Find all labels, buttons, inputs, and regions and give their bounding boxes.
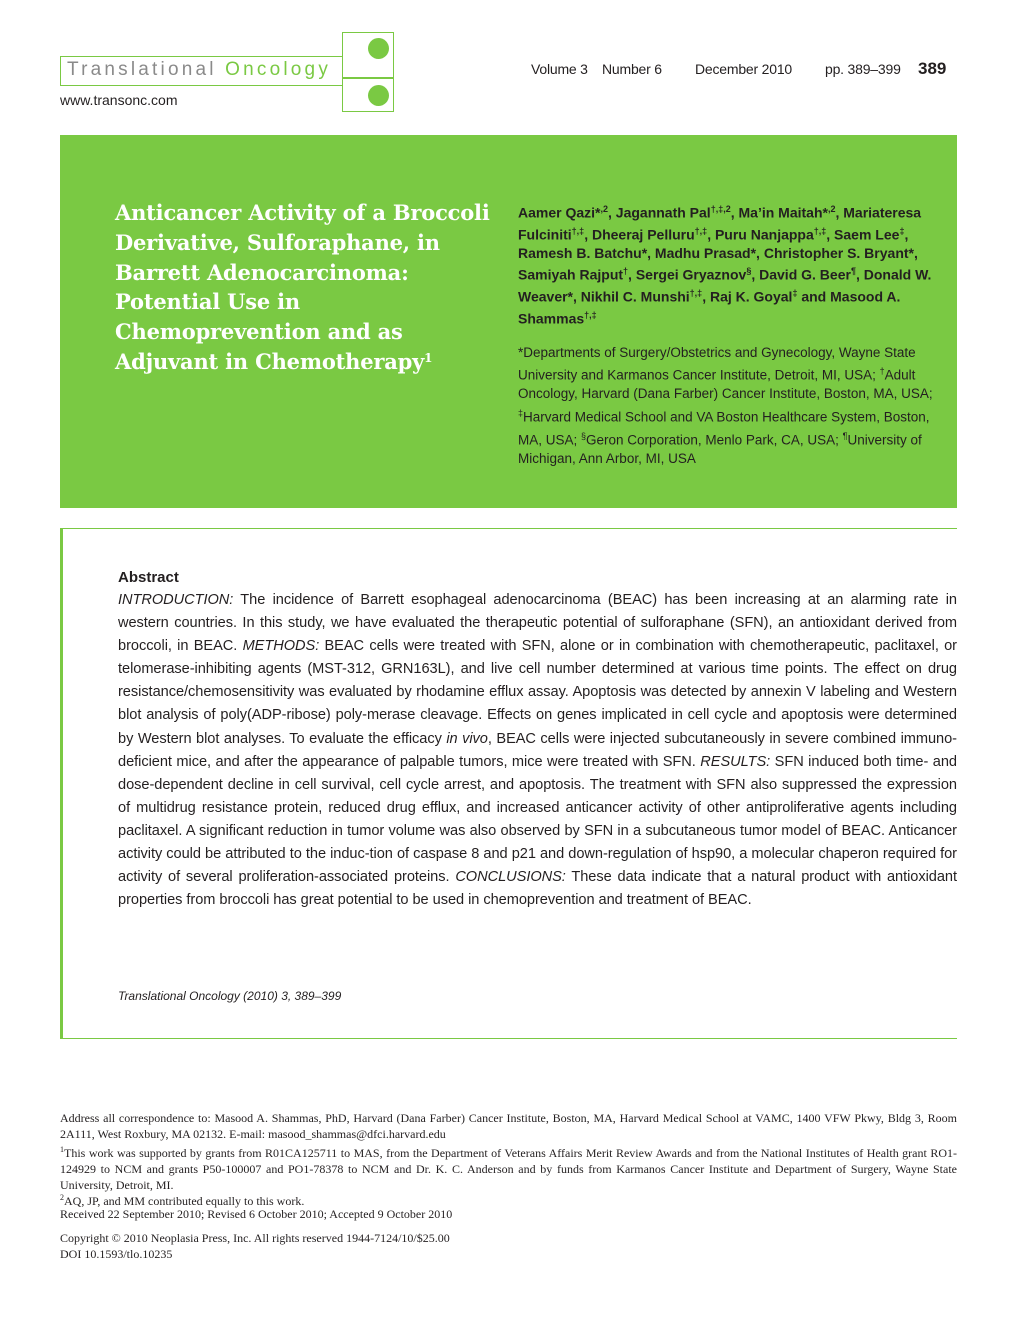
journal-volume: Volume 3 xyxy=(531,61,588,77)
logo-square-bottom xyxy=(342,78,394,112)
doi: DOI 10.1593/tlo.10235 xyxy=(60,1247,173,1261)
journal-date: December 2010 xyxy=(695,61,793,77)
funding-note: $^1$This work was supported by grants from R01CA125711 to MAS, from the Department of Veterans Affairs Merit Review Awards and from the National Institutes of Health grant RO1-124929 to NCM and grants P50-100007 and PO1-78378 to NCM and Dr. K. C. Anderson and by funds from Karmanos Cancer Institute and Department of Surgery, Wayne State University, Detroit, MI. xyxy=(60,1145,957,1193)
article-citation: Translational Oncology (2010) 3, 389–399 xyxy=(118,989,342,1003)
author-list: Aamer Qazi*$^{,2}$, Jagannath Pal$^{\dagger,\ddagger,2}$, Ma’in Maitah*$^{,2}$, Mariateresa Fulciniti†,‡, Dheeraj Pelluru†,‡, Puru Nanjappa†,‡, Saem Lee‡, Ramesh B. Batchu*, Madhu Prasad*, Christopher S. Bryant*, Samiyah Rajput†, Sergei Gryaznov§, David G. Beer¶, Donald W. Weaver*, Nikhil C. Munshi†,‡, Raj K. Goyal‡ and Masood A. Shammas†,‡ xyxy=(518,204,932,327)
article-title xyxy=(115,198,505,377)
abstract-heading: Abstract xyxy=(118,569,179,586)
title-banner xyxy=(60,135,957,508)
equal-contribution-note: $^2$AQ, JP, and MM contributed equally to this work. xyxy=(60,1193,305,1208)
received-dates: Received 22 September 2010; Revised 6 October 2010; Accepted 9 October 2010 xyxy=(60,1207,453,1221)
logo-dot-icon xyxy=(368,85,389,106)
logo-dot-icon xyxy=(368,38,389,59)
journal-website-link[interactable]: www.transonc.com xyxy=(60,92,178,108)
abstract-border-top xyxy=(60,528,957,529)
abstract-body: INTRODUCTION: The incidence of Barrett esophageal adenocarcinoma (BEAC) has been increasing at an alarming rate in western countries. In this study, we have evaluated the therapeutic potential of sulforaphane (SFN), an antioxidant derived from broccoli, in BEAC. METHODS: BEAC cells were treated with SFN, alone or in combination with chemotherapeutic, paclitaxel, or telomerase-inhibiting agents (MST-312, GRN163L), and live cell number determined at various time points. The effect on drug resistance/chemosensitivity was evaluated by rhodamine efflux assay. Apoptosis was detected by annexin V labeling and Western blot analysis of poly(ADP-ribose) poly-merase cleavage. Effects on genes implicated in cell cycle and apoptosis were determined by Western blot analyses. To evaluate the efficacy in vivo, BEAC cells were injected subcutaneously in severe combined immuno-deficient mice, and after the appearance of palpable tumors, mice were treated with SFN. RESULTS: SFN induced both time- and dose-dependent decline in cell survival, cell cycle arrest, and apoptosis. The treatment with SFN also suppressed the expression of multidrug resistance protein, reduced drug efflux, and increased anticancer activity of other antiproliferative agents including paclitaxel. A significant reduction in tumor volume was also observed by SFN in a subcutaneous tumor model of BEAC. Anticancer activity could be attributed to the induc-tion of caspase 8 and p21 and down-regulation of hsp90, a molecular chaperon required for activity of several proliferation-associated proteins. CONCLUSIONS: These data indicate that a natural product with antioxidant properties from broccoli has great potential to be used in chemoprevention and treatment of BEAC. xyxy=(118,592,957,909)
correspondence-note: Address all correspondence to: Masood A. Shammas, PhD, Harvard (Dana Farber) Cancer Institute, Boston, MA, Harvard Medical School at VAMC, 1400 VFW Pkwy, Bldg 3, Room 2A111, West Roxbury, MA 02132. E-mail: masood_shammas@dfci.harvard.edu xyxy=(60,1111,957,1142)
journal-logo xyxy=(60,56,343,86)
logo-word-oncology: Oncology xyxy=(225,59,332,80)
title-footnote-marker: 1 xyxy=(424,350,433,365)
affiliations: *Departments of Surgery/Obstetrics and Gynecology, Wayne State University and Karmanos Cancer Institute, Detroit, MI, USA; †Adult Oncology, Harvard (Dana Farber) Cancer Institute, Boston, MA, USA; ‡Harvard Medical School and VA Boston Healthcare System, Boston, MA, USA; §Geron Corporation, Menlo Park, CA, USA; ¶University of Michigan, Ann Arbor, MI, USA xyxy=(518,345,933,466)
abstract-border-bottom xyxy=(60,1038,957,1039)
logo-word-translational: Translational xyxy=(67,59,217,80)
page-number: 389 xyxy=(918,59,947,78)
logo-wordmark xyxy=(67,59,331,81)
logo-square-top xyxy=(342,32,394,78)
journal-pages: pp. 389–399 xyxy=(825,61,901,77)
abstract-border-left xyxy=(60,528,63,1039)
copyright-note: Copyright © 2010 Neoplasia Press, Inc. All rights reserved 1944-7124/10/$25.00 xyxy=(60,1231,450,1245)
journal-number: Number 6 xyxy=(602,61,662,77)
article-title-text: Anticancer Activity of a Broccoli Derivative, Sulforaphane, in Barrett Adenocarcinoma: Potential Use in Chemoprevention and as Adjuvant in Chemotherapy xyxy=(115,200,490,374)
